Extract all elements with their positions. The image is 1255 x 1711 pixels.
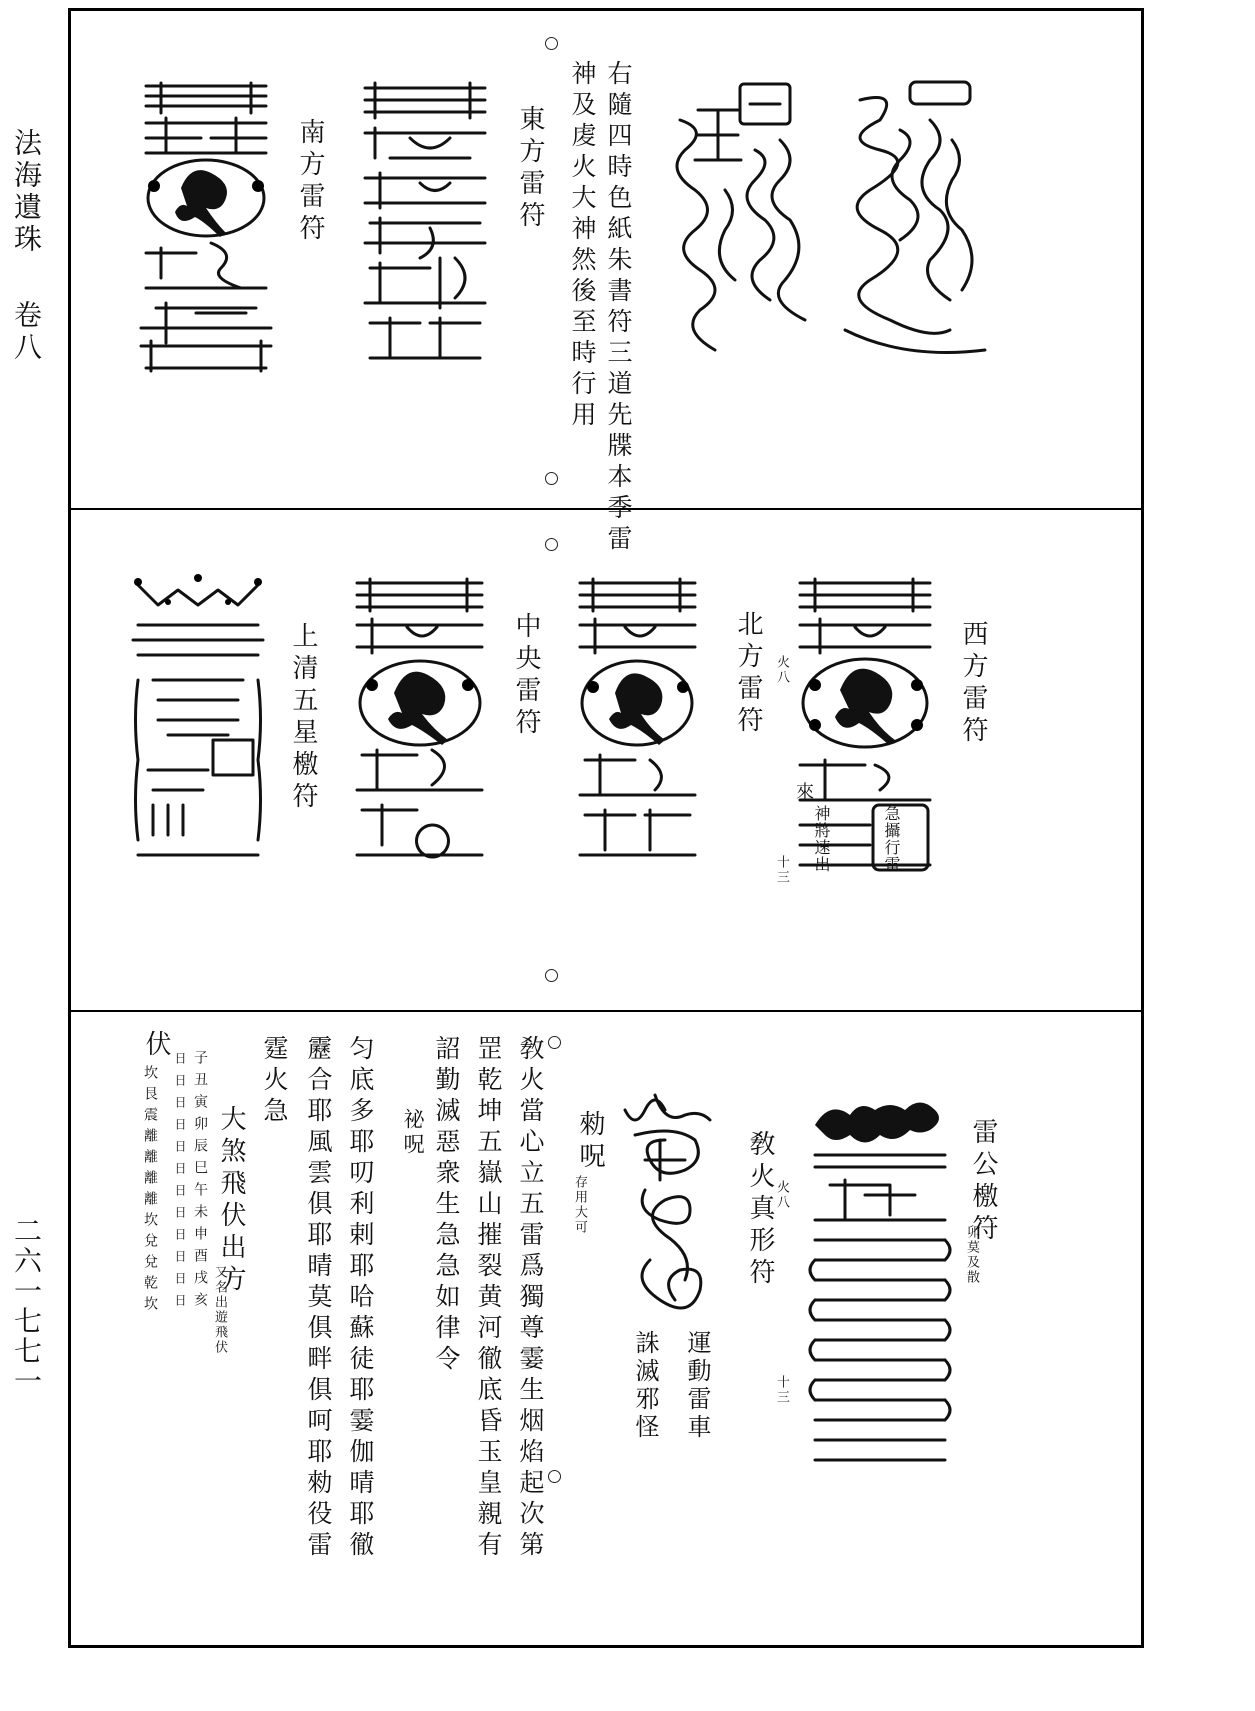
page-number: 二六一七七一 [10,1216,43,1396]
talisman-east-thunder [360,78,490,368]
note-thirteen-west: 十三 [774,855,789,885]
day-item: 日 [173,1162,187,1176]
day-item: 日 [173,1096,187,1110]
dasha-note: 又名出遊飛伏 [212,1265,227,1355]
binding-hole [545,37,558,50]
label-east-thunder: 東方雷符 [515,105,545,233]
talisman-north-thunder [575,575,700,865]
talisman-five-stars [128,570,268,870]
day-item: 日 [173,1140,187,1154]
branch-item: 巳 [192,1160,208,1177]
note-thirteen-leigong: 十三 [774,1375,789,1405]
binding-hole [548,1470,561,1483]
talisman-center-thunder [352,575,487,865]
talisman-huozhen [620,1090,715,1320]
binding-hole [545,969,558,982]
branch-item: 丑 [192,1072,208,1089]
chant-line-2: 罡乾坤五嶽山摧裂黄河徹底昏玉皇親有 [474,1035,503,1562]
day-item: 日 [173,1184,187,1198]
label-leigong: 雷公檄符 [968,1118,998,1246]
branch-item: 酉 [192,1248,208,1265]
day-item: 日 [173,1228,187,1242]
branch-item: 寅 [192,1094,208,1111]
label-west-thunder: 西方雷符 [958,620,988,748]
branch-item: 辰 [192,1138,208,1155]
inscription-west-3: 來 [793,782,814,800]
note-chizhou: 存用大可 [572,1175,587,1235]
chant-line-3: 詔勤滅惡衆生急急如律令 [432,1035,461,1376]
panel-divider-2 [68,1010,1144,1012]
day-item: 日 [173,1052,187,1066]
volume-label: 卷八 [10,300,43,364]
talisman-leigong-dragon [805,1085,955,1470]
chant-line-7: 霆火急 [260,1035,289,1128]
chant-line-6: 靂合耶風雲俱耶晴莫俱畔俱呵耶勑役雷 [304,1035,333,1562]
book-title: 法海遺珠 [10,128,43,256]
label-south-thunder: 南方雷符 [295,118,325,246]
talisman-cloud-script [840,80,990,370]
day-item: 日 [173,1250,187,1264]
beneath-sigil-1: 運動雷車 [683,1330,711,1442]
day-item: 日 [173,1074,187,1088]
talisman-sun-king-script [670,80,810,370]
direction-column: 坎艮震離離離離坎兌兌乾坎 [142,1065,158,1317]
branch-item: 亥 [192,1292,208,1309]
note-leigong: 卯莫及散 [964,1225,979,1285]
fu-character: 伏 [141,1030,171,1062]
branch-item: 申 [192,1226,208,1243]
note-huoba-west: 火八 [774,655,789,685]
label-north-thunder: 北方雷符 [733,610,763,738]
binding-hole [545,472,558,485]
branch-item: 戌 [192,1270,208,1287]
chant-line-5: 匀底多耶叨利剌耶哈蘇徒耶霎伽晴耶徹 [346,1035,375,1562]
dasha-title: 大煞飛伏出方 [216,1105,246,1297]
caption-instructions-right: 右隨四時色紙朱書符三道先牒本季雷 [604,60,633,556]
binding-hole [545,538,558,551]
day-item: 日 [173,1294,187,1308]
inscription-west-1: 急攝行雷 [882,805,901,873]
talisman-south-thunder [136,78,276,373]
day-item: 日 [173,1272,187,1286]
caption-instructions-left: 神及䖍火大神然後至時行用 [568,60,597,432]
label-huozhen: 敎火真形符 [745,1130,775,1290]
branch-item: 午 [192,1182,208,1199]
branch-item: 子 [192,1050,208,1067]
secret-chant-heading: 祕呪 [401,1108,425,1158]
binding-hole [548,1036,561,1049]
label-center-thunder: 中央雷符 [511,612,541,740]
inscription-west-2: 神將速出 [812,805,831,873]
label-five-stars: 上清五星檄符 [288,622,318,814]
branch-item: 未 [192,1204,208,1221]
day-item: 日 [173,1118,187,1132]
branch-item: 卯 [192,1116,208,1133]
note-huoba-huozhen: 火八 [774,1180,789,1210]
beneath-sigil-2: 誅滅邪怪 [631,1330,659,1442]
chant-line-1: 敎火當心立五雷爲獨尊霎生烟焰起次第 [516,1035,545,1562]
label-chizhou: 勑呪 [575,1110,605,1174]
day-item: 日 [173,1206,187,1220]
